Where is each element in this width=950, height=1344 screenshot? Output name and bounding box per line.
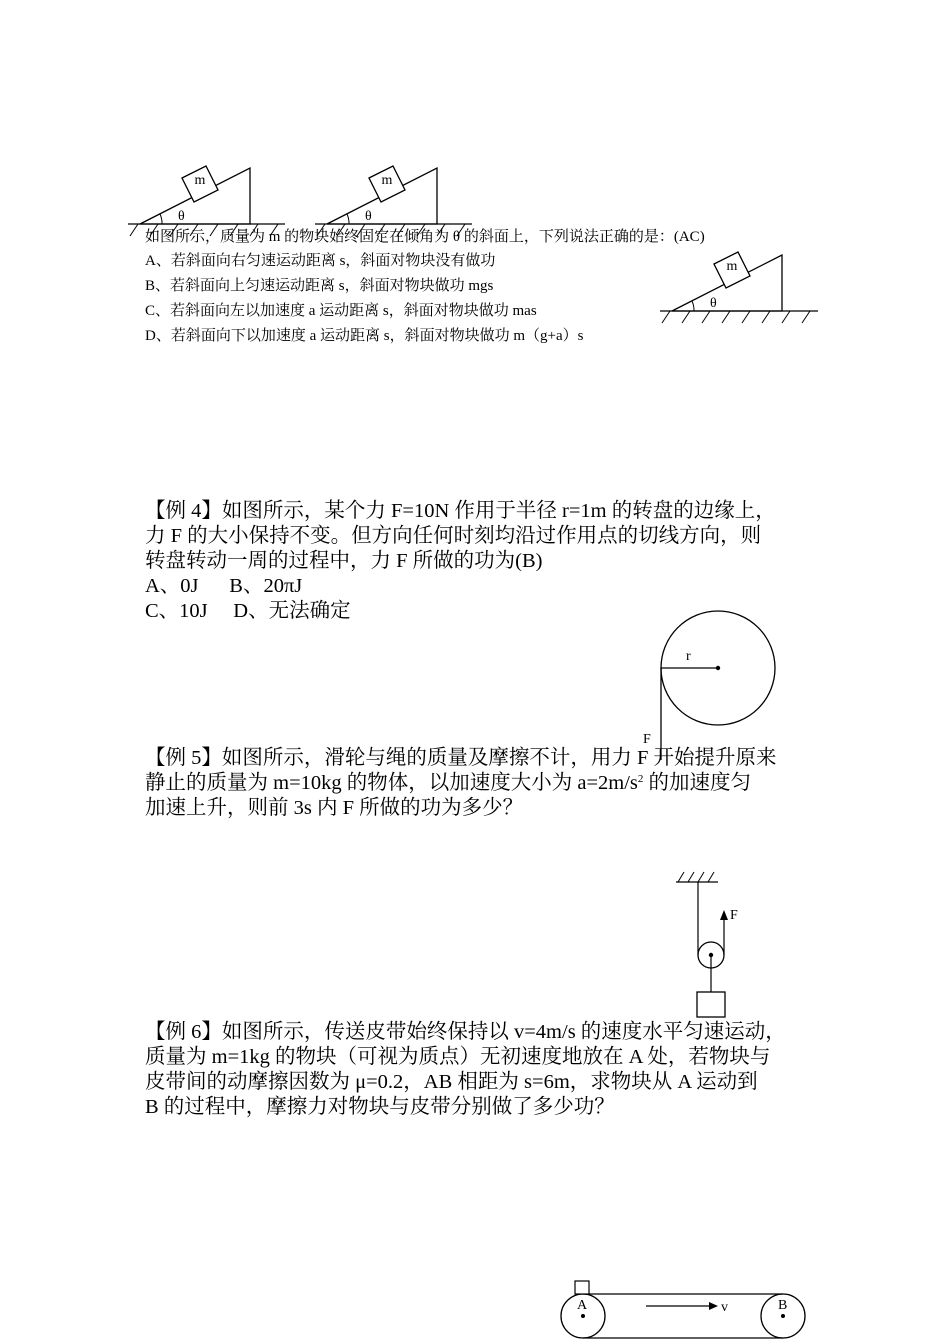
incline-figure-2 [315, 166, 472, 236]
q3-stem: 如图所示，质量为 m 的物块始终固定在倾角为 θ 的斜面上，下列说法正确的是：(AC) [145, 229, 705, 245]
incline-figure-1 [128, 166, 285, 236]
q4-block [145, 499, 817, 624]
angle-label: θ [710, 296, 717, 311]
q3-option-b: B、若斜面向上匀速运动距离 s，斜面对物块做功 mgs [145, 278, 494, 294]
q4-line: 转盘转动一周的过程中，力 F 所做的功为(B) [145, 550, 543, 572]
angle-label: θ [365, 209, 372, 224]
q3-option-d: D、若斜面向下以加速度 a 运动距离 s，斜面对物块做功 m（g+a）s [145, 328, 584, 344]
q5-line [145, 771, 817, 796]
point-b-label: B [778, 1298, 788, 1313]
point-a-label: A [577, 1298, 588, 1313]
incline-figure-3 [660, 252, 818, 323]
q6-line: 【例 6】如图所示，传送皮带始终保持以 v=4m/s 的速度水平匀速运动， [145, 1021, 786, 1043]
q5-line2-text: 静止的质量为 m=10kg 的物体，以加速度大小为 a=2m/s [145, 772, 638, 794]
angle-label: θ [178, 209, 185, 224]
force-label: F [730, 908, 738, 923]
q4-options-row: C、10J D、无法确定 [145, 600, 351, 622]
force-label: F [643, 732, 651, 747]
mass-label: m [381, 173, 393, 188]
q3-option-c: C、若斜面向左以加速度 a 运动距离 s，斜面对物块做功 mas [145, 303, 537, 319]
q6-line: 质量为 m=1kg 的物块（可视为质点）无初速度地放在 A 处，若物块与 [145, 1046, 771, 1068]
radius-label: r [686, 649, 691, 664]
q5-line2-tail: 的加速度匀 [643, 772, 752, 794]
pulley-figure [676, 872, 738, 1017]
q5-line: 加速上升，则前 3s 内 F 所做的功为多少？ [145, 797, 524, 819]
velocity-label: v [721, 1300, 728, 1315]
q4-options-row: A、0J B、20πJ [145, 575, 303, 597]
turntable-figure [643, 611, 775, 760]
q6-line: B 的过程中，摩擦力对物块与皮带分别做了多少功？ [145, 1096, 615, 1118]
q6-line: 皮带间的动摩擦因数为 μ=0.2，AB 相距为 s=6m，求物块从 A 运动到 [145, 1071, 758, 1093]
conveyor-figure [561, 1281, 805, 1338]
q4-line: 力 F 的大小保持不变。但方向任何时刻均沿过作用点的切线方向，则 [145, 525, 762, 547]
mass-label: m [194, 173, 206, 188]
q3-option-a: A、若斜面向右匀速运动距离 s，斜面对物块没有做功 [145, 253, 496, 269]
mass-label: m [726, 259, 738, 274]
q6-block [145, 1020, 817, 1120]
q4-line: 【例 4】如图所示，某个力 F=10N 作用于半径 r=1m 的转盘的边缘上， [145, 500, 776, 522]
q5-superscript: 2 [637, 773, 644, 785]
q5-block [145, 746, 817, 821]
q5-line: 【例 5】如图所示，滑轮与绳的质量及摩擦不计，用力 F 开始提升原来 [145, 747, 777, 769]
